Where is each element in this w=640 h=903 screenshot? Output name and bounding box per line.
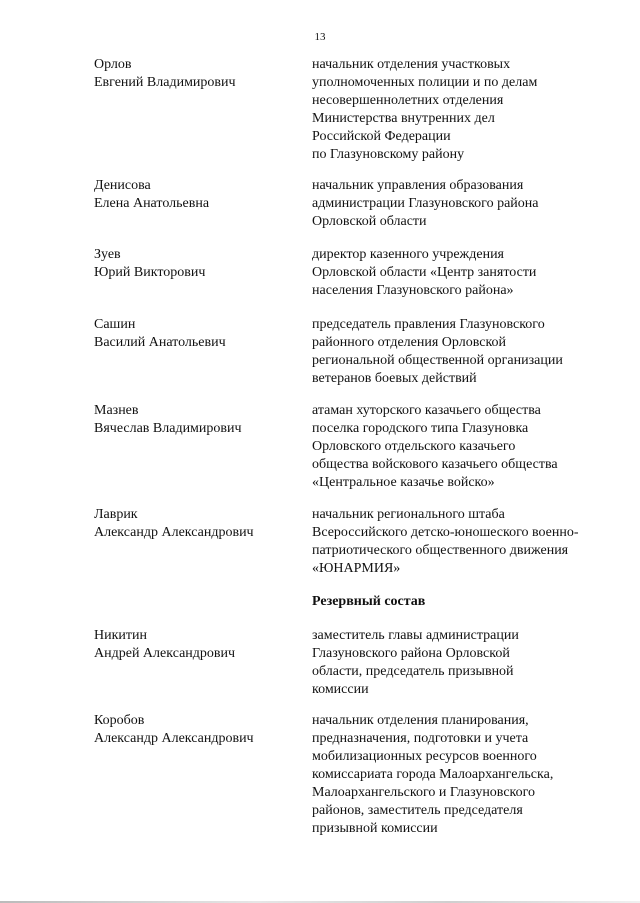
reserve-heading: Резервный состав — [312, 594, 426, 609]
member-name: Мазнев Вячеслав Владимирович — [94, 403, 242, 436]
member-role: начальник отделения участковых уполномоченных полиции и по делам несовершеннолетних отделения Министерства внутренних дел Российской Федерации по Глазуновскому району — [312, 57, 538, 162]
member-name: Коробов Александр Александрович — [94, 713, 254, 746]
member-name: Лаврик Александр Александрович — [94, 507, 254, 540]
member-name: Денисова Елена Анатольевна — [94, 178, 210, 211]
member-role: начальник отделения планирования, предназначения, подготовки и учета мобилизационных ресурсов военного комиссариата города Малоархангельска, Малоархангельского и Глазуновского районов, заместитель председателя призывной комиссии — [312, 713, 554, 836]
page-number: 13 — [314, 31, 326, 43]
member-role: заместитель главы администрации Глазуновского района Орловской области, председатель призывной комиссии — [312, 628, 519, 697]
member-role: директор казенного учреждения Орловской области «Центр занятости населения Глазуновского района» — [312, 247, 537, 298]
member-name: Никитин Андрей Александрович — [94, 628, 236, 661]
member-name: Сашин Василий Анатольевич — [94, 317, 226, 350]
member-role: председатель правления Глазуновского районного отделения Орловской региональной общественной организации ветеранов боевых действий — [312, 317, 563, 386]
member-name: Зуев Юрий Викторович — [94, 247, 206, 280]
member-name: Орлов Евгений Владимирович — [94, 57, 236, 90]
member-role: атаман хуторского казачьего общества поселка городского типа Глазуновка Орловского отдельского казачьего общества войскового казачьего общества «Центральное казачье войско» — [312, 403, 558, 490]
member-role: начальник регионального штаба Всероссийского детско-юношеского военно- патриотического общественного движения «ЮНАРМИЯ» — [312, 507, 579, 576]
member-role: начальник управления образования администрации Глазуновского района Орловской области — [312, 178, 539, 229]
